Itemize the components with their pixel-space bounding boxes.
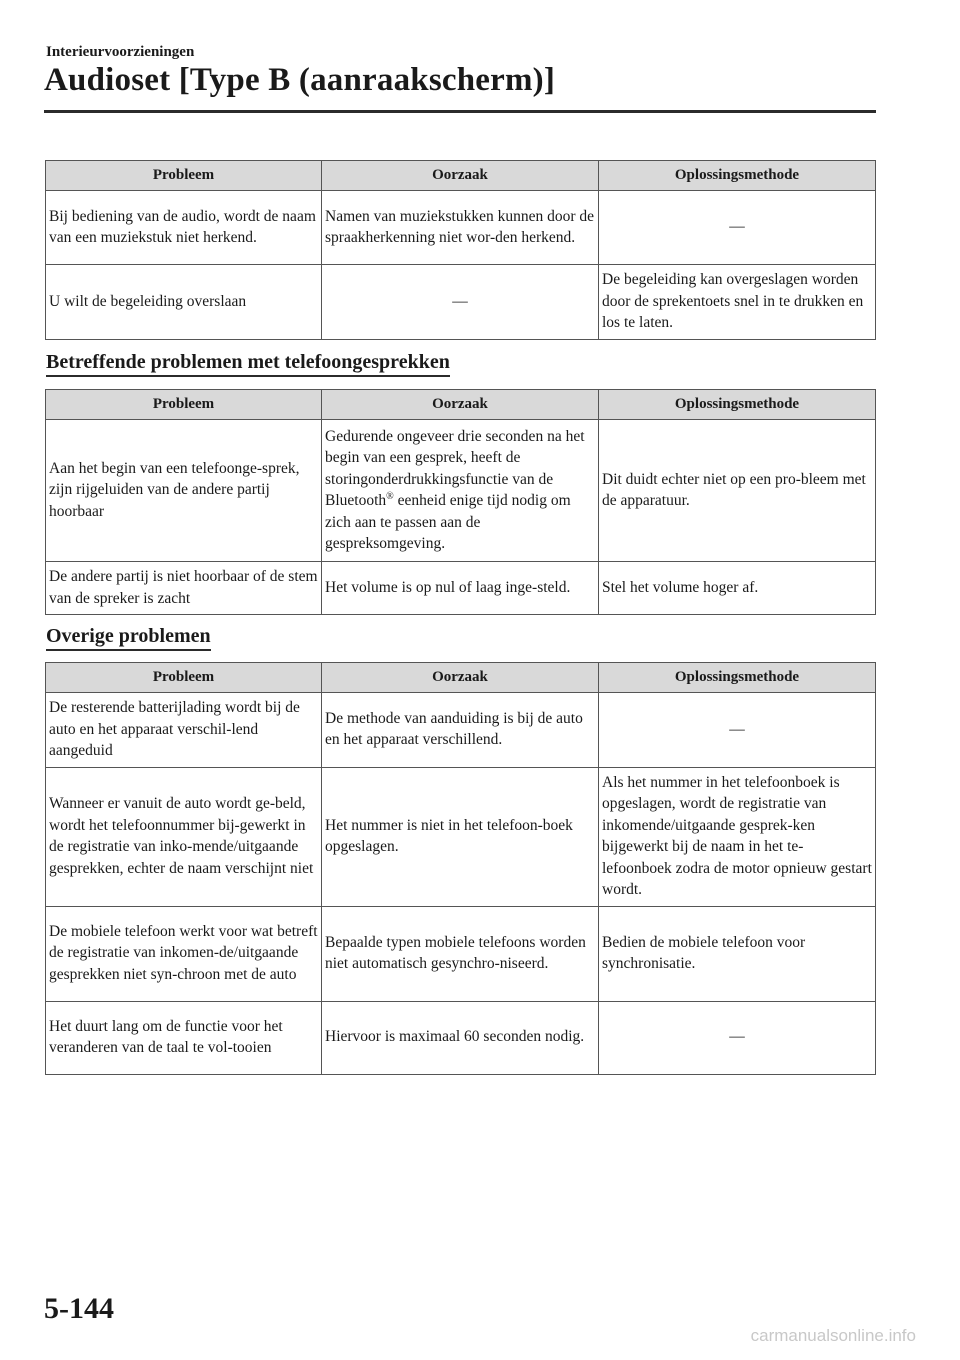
cause-text-part2: eenheid enige tijd nodig om zich aan te passen aan de gespreksomgeving. [325,492,571,552]
cause-text-part1: Gedurende ongeveer drie seconden na het begin van een gesprek, heeft de storingonderdrukkingsfunctie van de Bluetooth [325,427,585,509]
header-cause: Oorzaak [322,390,599,420]
table-row [46,1001,876,1074]
table-row [46,420,876,562]
table-row [46,265,876,340]
header-solution: Oplossingsmethode [599,390,876,420]
solution-cell: — [599,693,876,768]
solution-cell: De begeleiding kan overgeslagen worden door de sprekentoets snel in te drukken en los te laten. [599,265,876,340]
solution-cell: Stel het volume hoger af. [599,562,876,615]
page-number: 5-144 [44,1292,114,1325]
audio-problems-table [45,160,876,340]
problem-cell: De resterende batterijlading wordt bij de auto en het apparaat verschil-lend aangeduid [46,693,322,768]
table-header-row [46,390,876,420]
cause-cell: Bepaalde typen mobiele telefoons worden niet automatisch gesynchro-niseerd. [322,906,599,1001]
problem-cell: Bij bediening van de audio, wordt de naam van een muziekstuk niet herkend. [46,191,322,265]
solution-cell: — [599,1001,876,1074]
solution-cell: Als het nummer in het telefoonboek is opgeslagen, wordt de registratie van inkomende/uitgaande gesprek-ken bijgewerkt bij de naam in het te-lefoonboek zodra de motor opnieuw gestart wordt. [599,767,876,906]
header-solution: Oplossingsmethode [599,663,876,693]
solution-cell: Dit duidt echter niet op een pro-bleem met de apparatuur. [599,420,876,562]
cause-cell: Hiervoor is maximaal 60 seconden nodig. [322,1001,599,1074]
table-row [46,562,876,615]
cause-cell: Het volume is op nul of laag inge-steld. [322,562,599,615]
header-cause: Oorzaak [322,663,599,693]
header-problem: Probleem [46,161,322,191]
table-row [46,767,876,906]
watermark: carmanualsonline.info [750,1326,916,1345]
cause-cell: — [322,265,599,340]
registered-mark: ® [386,490,394,502]
phone-problems-table [45,389,876,615]
table-header-row [46,663,876,693]
cause-cell: Namen van muziekstukken kunnen door de spraakherkenning niet wor-den herkend. [322,191,599,265]
section-label: Interieurvoorzieningen [46,44,195,60]
title-rule [44,110,876,113]
cause-cell [322,420,599,562]
header-problem: Probleem [46,390,322,420]
problem-cell: De andere partij is niet hoorbaar of de stem van de spreker is zacht [46,562,322,615]
solution-cell: Bedien de mobiele telefoon voor synchronisatie. [599,906,876,1001]
page-title: Audioset [Type B (aanraakscherm)] [44,62,556,98]
problem-cell: De mobiele telefoon werkt voor wat betreft de registratie van inkomen-de/uitgaande gesprekken niet syn-chroon met de auto [46,906,322,1001]
solution-cell: — [599,191,876,265]
table-header-row [46,161,876,191]
table-row [46,906,876,1001]
header-cause: Oorzaak [322,161,599,191]
problem-cell: U wilt de begeleiding overslaan [46,265,322,340]
header-problem: Probleem [46,663,322,693]
problem-cell: Aan het begin van een telefoonge-sprek, zijn rijgeluiden van de andere partij hoorbaar [46,420,322,562]
phone-problems-heading: Betreffende problemen met telefoongesprekken [46,350,450,377]
other-problems-table [45,662,876,1075]
other-problems-heading: Overige problemen [46,624,211,651]
cause-cell: Het nummer is niet in het telefoon-boek opgeslagen. [322,767,599,906]
problem-cell: Wanneer er vanuit de auto wordt ge-beld, wordt het telefoonnummer bij-gewerkt in de registratie van inko-mende/uitgaande gesprekken, echter de naam verschijnt niet [46,767,322,906]
table-row [46,693,876,768]
problem-cell: Het duurt lang om de functie voor het veranderen van de taal te vol-tooien [46,1001,322,1074]
header-solution: Oplossingsmethode [599,161,876,191]
table-row [46,191,876,265]
cause-cell: De methode van aanduiding is bij de auto en het apparaat verschillend. [322,693,599,768]
